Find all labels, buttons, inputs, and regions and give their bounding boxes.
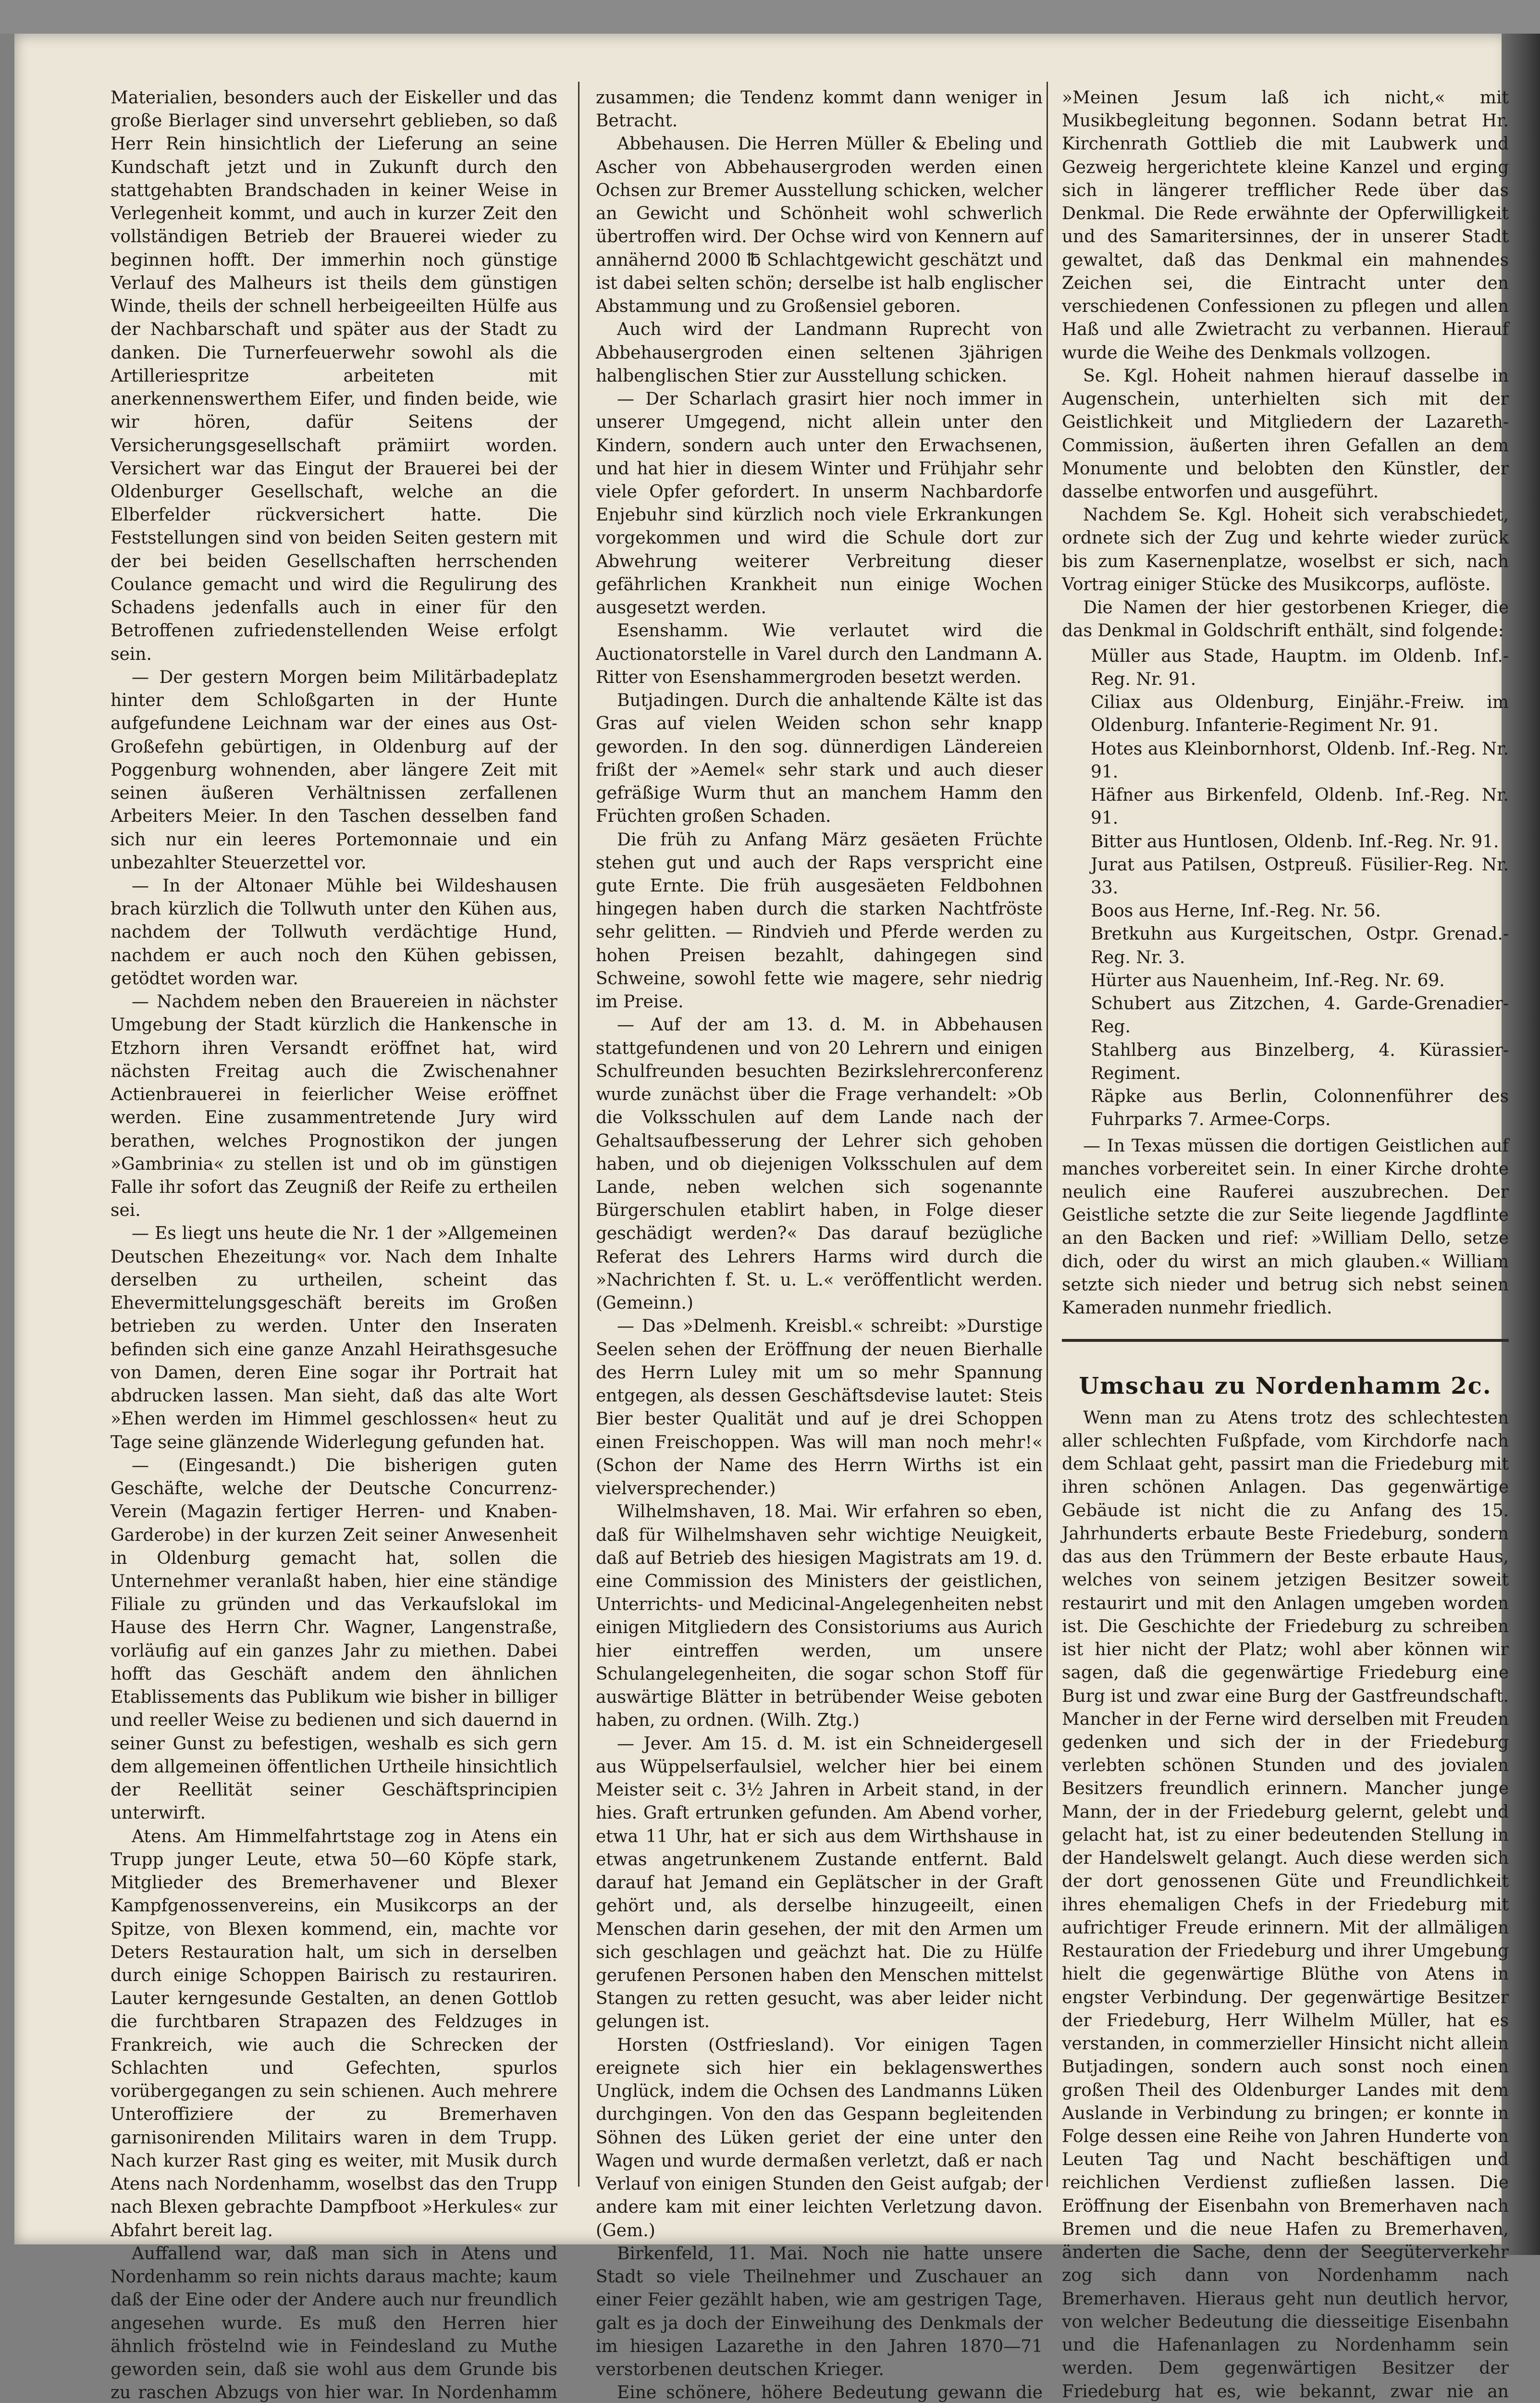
- article-paragraph: Wilhelmshaven, 18. Mai. Wir erfahren so eben, daß für Wilhelmshaven sehr wichtige Neuigkeit, daß auf Betrieb des hiesigen Magistrats am 19. d. eine Commission des Ministers der geistlichen, Unterrichts- und Medicinal-Angelegenheiten nebst einigen Mitgliedern des Consistoriums aus Aurich hier eintreffen werden, um unsere Schulangelegenheiten, die sogar schon Stoff für auswärtige Blätter in betrübender Weise geboten haben, zu ordnen. (Wilh. Ztg.): [596, 1502, 1043, 1731]
- article-paragraph: Eine schönere, höhere Bedeutung gewann die: [617, 2383, 1043, 2403]
- article-paragraph: — Auf der am 13. d. M. in Abbehausen stattgefundenen und von 20 Lehrern und einigen Schulfreunden besuchten Bezirkslehrerconferenz wurde zunächst über die Frage verhandelt: »Ob die Volksschulen auf dem Lande nach der Gehaltsaufbesserung der Lehrer sich gehoben haben, und ob diejenigen Volksschulen auf dem Lande, neben welchen sich sogenannte Bürgerschulen etablirt haben, in Folge dieser geschädigt werden?« Das darauf bezügliche Referat des Lehrers Harms wird durch die »Nachrichten f. St. u. L.« veröffentlicht werden. (Gemeinn.): [596, 1015, 1043, 1313]
- section-heading: Umschau zu Nordenhamm 2c.: [1079, 1373, 1492, 1400]
- article-paragraph: — In Texas müssen die dortigen Geistlichen auf manches vorbereitet sein. In einer Kirche drohte neulich eine Rauferei auszubrechen. Der Geistliche setzte die zur Seite liegende Jagdflinte an den Backen und rief: »William Dello, setze dich, oder du wirst an mich glauben.« William setzte sich nieder und betrug sich nebst seinen Kameraden nunmehr friedlich.: [1062, 1136, 1509, 1318]
- article-paragraph: Horsten (Ostfriesland). Vor einigen Tagen ereignete sich hier ein beklagenswerthes Unglück, indem die Ochsen des Landmanns Lüken durchgingen. Von den das Gespann begleitenden Söhnen des Lüken geriet der eine unter den Wagen und wurde dermaßen verletzt, daß er nach Verlauf von einigen Stunden den Geist aufgab; der andere kam mit einer leichten Verletzung davon. (Gem.): [596, 2035, 1043, 2241]
- list-item: Ciliax aus Oldenburg, Einjähr.-Freiw. im Oldenburg. Infanterie-Regiment Nr. 91.: [1091, 693, 1509, 736]
- column-rule: [1047, 82, 1048, 2187]
- article-paragraph: Nachdem Se. Kgl. Hoheit sich verabschiedet, ordnete sich der Zug und kehrte wieder zurück bis zum Kasernenplatze, woselbst er sich, nach Vortrag einiger Stücke des Musikcorps, auflöste.: [1062, 505, 1509, 595]
- article-paragraph: — Jever. Am 15. d. M. ist ein Schneidergesell aus Wüppelserfaulsiel, welcher hier bei einem Meister seit c. 3½ Jahren in Arbeit stand, in der hies. Graft ertrunken gefunden. Am Abend vorher, etwa 11 Uhr, hat er sich aus dem Wirthshause in etwas angetrunkenem Zustande entfernt. Bald darauf hat Jemand ein Geplätscher in der Graft gehört und, als derselbe hinzugeeilt, einen Menschen darin gesehen, der mit den Armen um sich geschlagen und geächzt hat. Die zu Hülfe gerufenen Personen haben den Menschen mittelst Stangen zu retten gesucht, was aber leider nicht gelungen ist.: [596, 1734, 1043, 2032]
- article-paragraph: Wenn man zu Atens trotz des schlechtesten aller schlechten Fußpfade, vom Kirchdorfe nach dem Schlaat geht, passirt man die Friedeburg mit ihren schönen Anlagen. Das gegenwärtige Gebäude ist nicht die zu Anfang des 15. Jahrhunderts erbaute Beste Friedeburg, sondern das aus den Trümmern der Beste erbaute Haus, welches von seinem jetzigen Besitzer soweit restaurirt und mit den Anlagen umgeben worden ist. Die Geschichte der Friedeburg zu schreiben ist hier nicht der Platz; wohl aber können wir sagen, daß die gegenwärtige Friedeburg eine Burg ist und zwar eine Burg der Gastfreundschaft. Mancher in der Ferne wird derselben mit Freuden gedenken und sich der in der Friedeburg verlebten schönen Stunden und des jovialen Besitzers freundlich erinnern. Mancher junge Mann, der in der Friedeburg gelernt, gelebt und gelacht hat, ist zu einer bedeutenden Stellung in der Handelswelt gelangt. Auch diese werden sich der dort genossenen Güte und Freundlichkeit ihres ehemaligen Chefs in der Friedeburg mit aufrichtiger Freude erinnern. Mit der allmäligen Restauration der Friedeburg und ihrer Umgebung hielt die gegenwärtige Blüthe von Atens in engster Verbindung. Der gegenwärtige Besitzer der Friedeburg, Herr Wilhelm Müller, hat es verstanden, in commerzieller Hinsicht nicht allein Butjadingen, sondern auch sonst noch einen großen Theil des Oldenburger Landes mit dem Auslande in Verbindung zu bringen; er konnte in Folge dessen eine Reihe von Jahren Hunderte von Leuten Tag und Nacht beschäftigen und reichlichen Verdienst zufließen lassen. Die Eröffnung der Eisenbahn von Bremerhaven nach Bremen und die neue Hafen zu Bremerhaven, änderten die Sache, denn der Seegüterverkehr zog sich dann von Nordenhamm nach Bremerhaven. Hieraus geht nun deutlich hervor, von welcher Bedeutung die diesseitige Eisenbahn und die Hafenanlagen zu Nordenhamm sein werden. Dem gegenwärtigen Besitzer der Friedeburg hat es, wie bekannt, zwar nie an: [1062, 1408, 1509, 2402]
- article-paragraph: — (Eingesandt.) Die bisherigen guten Geschäfte, welche der Deutsche Concurrenz-Verein (Magazin fertiger Herren- und Knaben-Garderobe) in der kurzen Zeit seiner Anwesenheit in Oldenburg gemacht hat, sollen die Unternehmer veranlaßt haben, hier eine ständige Filiale zu gründen und das Verkaufslokal im Hause des Herrn Chr. Wagner, Langenstraße, vorläufig auf ein ganzes Jahr zu miethen. Dabei hofft das Geschäft andem den ähnlichen Etablissements das Publikum wie bisher in billiger und reeller Weise zu bedienen und sich dauernd in seiner Gunst zu befestigen, weshalb es sich gern dem allgemeinen öffentlichen Urtheile hinsichtlich der Reellität seiner Geschäftsprincipien unterwirft.: [111, 1455, 557, 1823]
- section-divider: [1062, 1339, 1509, 1342]
- column-rule: [578, 82, 579, 2187]
- list-item: Hotes aus Kleinbornhorst, Oldenb. Inf.-Reg. Nr. 91.: [1091, 739, 1509, 782]
- article-paragraph: Esenshamm. Wie verlautet wird die Auctionatorstelle in Varel durch den Landmann A. Ritter von Esenshammergroden besetzt werden.: [596, 621, 1043, 687]
- article-paragraph: — Es liegt uns heute die Nr. 1 der »Allgemeinen Deutschen Ehezeitung« vor. Nach dem Inhalte derselben zu urtheilen, scheint das Ehevermittelungsgeschäft bereits im Großen betrieben zu werden. Unter den Inseraten befinden sich eine ganze Anzahl Heirathsgesuche von Damen, deren Eine sogar ihr Portrait hat abdrucken lassen. Man sieht, daß das alte Wort »Ehen werden im Himmel geschlossen« heut zu Tage seine glänzende Widerlegung gefunden hat.: [111, 1224, 557, 1452]
- article-paragraph: Atens. Am Himmelfahrtstage zog in Atens ein Trupp junger Leute, etwa 50—60 Köpfe stark, Mitglieder des Bremerhavener und Blexer Kampfgenossenvereins, ein Musikcorps an der Spitze, von Blexen kommend, ein, machte vor Deters Restauration halt, um sich in derselben durch einige Schoppen Bairisch zu restauriren. Lauter kerngesunde Gestalten, an denen Gottlob die furchtbaren Strapazen des Feldzuges in Frankreich, wie auch die Schrecken der Schlachten und Gefechten, spurlos vorübergegangen zu sein schienen. Auch mehrere Unteroffiziere der zu Bremerhaven garnisonirenden Militairs waren in dem Trupp. Nach kurzer Rast ging es weiter, mit Musik durch Atens nach Nordenhamm, woselbst das den Trupp nach Blexen gebrachte Dampfboot »Herkules« zur Abfahrt bereit lag.: [111, 1826, 557, 2241]
- article-paragraph: Die früh zu Anfang März gesäeten Früchte stehen gut und auch der Raps verspricht eine gute Ernte. Die früh ausgesäeten Feldbohnen hingegen haben durch die starken Nachtfröste sehr gelitten. — Rindvieh und Pferde werden zu hohen Preisen bezahlt, dahingegen sind Schweine, sowohl fette wie magere, sehr niedrig im Preise.: [596, 830, 1043, 1012]
- column-right: [1062, 87, 1509, 2403]
- article-paragraph: Materialien, besonders auch der Eiskeller und das große Bierlager sind unversehrt geblieben, so daß Herr Rein hinsichtlich der Lieferung an seine Kundschaft jetzt und in Zukunft durch den stattgehabten Brandschaden in keiner Weise in Verlegenheit kommt, und auch in kurzer Zeit den vollständigen Betrieb der Brauerei wieder zu beginnen hofft. Der immerhin noch günstige Verlauf des Malheurs ist theils dem günstigen Winde, theils der schnell herbeigeeilten Hülfe aus der Nachbarschaft und später aus der Stadt zu danken. Die Turnerfeuerwehr sowohl als die Artilleriespritze arbeiteten mit anerkennenswerthem Eifer, und finden beide, wie wir hören, dafür Seitens der Versicherungsgesellschaft prämiirt worden. Versichert war das Eingut der Brauerei bei der Oldenburger Gesellschaft, welche an die Elberfelder rückversichert hatte. Die Feststellungen sind von beiden Seiten gestern mit der bei beiden Gesellschaften herrschenden Coulance gemacht und wird die Regulirung des Schadens jedenfalls auch in einer für den Betroffenen zufriedenstellenden Weise erfolgt sein.: [111, 88, 557, 664]
- article-paragraph: zusammen; die Tendenz kommt dann weniger in Betracht.: [596, 88, 1043, 131]
- article-paragraph: Se. Kgl. Hoheit nahmen hierauf dasselbe in Augenschein, unterhielten sich mit der Geistlichkeit und Mitgliedern der Lazareth-Commission, äußerten ihren Gefallen an dem Monumente und belobten den Künstler, der dasselbe entworfen und ausgeführt.: [1062, 366, 1509, 502]
- article-paragraph: — Der Scharlach grasirt hier noch immer in unserer Umgegend, nicht allein unter den Kindern, sondern auch unter den Erwachsenen, und hat hier in diesem Winter und Frühjahr sehr viele Opfer gefordert. In unserm Nachbardorfe Enjebuhr sind kürzlich noch viele Erkrankungen vorgekommen und wird die Schule dort zur Abwehrung weiterer Verbreitung dieser gefährlichen Krankheit nun einige Wochen ausgesetzt werden.: [596, 389, 1043, 618]
- article-paragraph: — Nachdem neben den Brauereien in nächster Umgebung der Stadt kürzlich die Hankensche in Etzhorn ihren Versandt eröffnet hat, wird nächsten Freitag auch die Zwischenahner Actienbrauerei in feierlicher Weise eröffnet werden. Eine zusammentretende Jury wird berathen, welches Prognostikon der jungen »Gambrinia« zu stellen ist und ob im günstigen Falle ihr sofort das Zeugniß der Reife zu ertheilen sei.: [111, 992, 557, 1221]
- article-paragraph: Abbehausen. Die Herren Müller & Ebeling und Ascher von Abbehausergroden werden einen Ochsen zur Bremer Ausstellung schicken, welcher an Gewicht und Schönheit wohl schwerlich übertroffen wird. Der Ochse wird von Kennern auf annähernd 2000 ℔ Schlachtgewicht geschätzt und ist dabei selten schön; derselbe ist halb englischer Abstammung und zu Großensiel geboren.: [596, 134, 1043, 317]
- article-paragraph: Auffallend war, daß man sich in Atens und Nordenhamm so rein nichts daraus machte; kaum daß der Eine oder der Andere auch nur freundlich angesehen wurde. Es muß den Herren hier ähnlich fröstelnd wie in Feindesland zu Muthe geworden sein, daß sie wohl aus dem Grunde bis zu raschen Abzugs von hier war. In Nordenhamm: [111, 2243, 557, 2403]
- list-item: Hürter aus Nauenheim, Inf.-Reg. Nr. 69.: [1091, 970, 1445, 991]
- list-item: Müller aus Stade, Hauptm. im Oldenb. Inf.-Reg. Nr. 91.: [1091, 646, 1509, 689]
- article-paragraph: Butjadingen. Durch die anhaltende Kälte ist das Gras auf vielen Weiden schon sehr knapp geworden. In den sog. dünnerdigen Ländereien frißt der »Aemel« sehr stark und auch dieser gefräßige Wurm thut an manchem Hamm den Früchten großen Schaden.: [596, 691, 1043, 827]
- list-item: Stahlberg aus Binzelberg, 4. Kürassier-Regiment.: [1091, 1040, 1509, 1083]
- scan-background: [0, 0, 1540, 34]
- article-paragraph: »Meinen Jesum laß ich nicht,« mit Musikbegleitung begonnen. Sodann betrat Hr. Kirchenrath Gottlieb die mit Laubwerk und Gezweig hergerichtete kleine Kanzel und erging sich in längerer trefflicher Rede über das Denkmal. Die Rede erwähnte der Opferwilligkeit und des Samaritersinnes, der in unserer Stadt gewaltet, daß das Denkmal ein mahnendes Zeichen sei, die Eintracht unter den verschiedenen Confessionen zu pflegen und allen Haß und alle Zwietracht zu verbannen. Hierauf wurde die Weihe des Denkmals vollzogen.: [1062, 88, 1509, 363]
- list-item: Jurat aus Patilsen, Ostpreuß. Füsilier-Reg. Nr. 33.: [1091, 855, 1509, 898]
- article-paragraph: Die Namen der hier gestorbenen Krieger, die das Denkmal in Goldschrift enthält, sind folgende:: [1062, 598, 1509, 641]
- article-paragraph: Auch wird der Landmann Ruprecht von Abbehausergroden einen seltenen 3jährigen halbenglischen Stier zur Ausstellung schicken.: [596, 320, 1043, 386]
- article-paragraph: — In der Altonaer Mühle bei Wildeshausen brach kürzlich die Tollwuth unter den Kühen aus, nachdem der Tollwuth verdächtige Hund, nachdem er auch noch den Kühen gebissen, getödtet worden war.: [111, 876, 557, 989]
- list-item: Häfner aus Birkenfeld, Oldenb. Inf.-Reg. Nr. 91.: [1091, 785, 1509, 829]
- article-paragraph: — Der gestern Morgen beim Militärbadeplatz hinter dem Schloßgarten in der Hunte aufgefundene Leichnam war der eines aus Ost-Großefehn gebürtigen, in Oldenburg auf der Poggenburg wohnenden, aber längere Zeit mit seinen äußeren Verhältnissen zerfallenen Arbeiters Meier. In den Taschen desselben fand sich nur ein leeres Portemonnaie und ein unbezahlter Steuerzettel vor.: [111, 667, 557, 873]
- list-item: Bretkuhn aus Kurgeitschen, Ostpr. Grenad.-Reg. Nr. 3.: [1091, 924, 1509, 967]
- memorial-names-list: [1091, 645, 1509, 1132]
- article-paragraph: Birkenfeld, 11. Mai. Noch nie hatte unsere Stadt so viele Theilnehmer und Zuschauer an einer Feier gezählt haben, wie am gestrigen Tage, galt es ja doch der Einweihung des Denkmals der im hiesigen Lazarethe in den Jahren 1870—71 verstorbenen deutschen Krieger.: [596, 2243, 1043, 2379]
- column-left: [111, 87, 557, 2403]
- list-item: Boos aus Herne, Inf.-Reg. Nr. 56.: [1091, 901, 1381, 921]
- list-item: Räpke aus Berlin, Colonnenführer des Fuhrparks 7. Armee-Corps.: [1091, 1087, 1509, 1130]
- list-item: Bitter aus Huntlosen, Oldenb. Inf.-Reg. Nr. 91.: [1091, 831, 1499, 852]
- column-middle: [596, 87, 1043, 2403]
- list-item: Schubert aus Zitzchen, 4. Garde-Grenadier-Reg.: [1091, 994, 1509, 1037]
- article-paragraph: — Das »Delmenh. Kreisbl.« schreibt: »Durstige Seelen sehen der Eröffnung der neuen Bierhalle des Herrn Luley mit um so mehr Spannung entgegen, als dessen Geschäftsdevise lautet: Steis Bier bester Qualität und auf je drei Schoppen einen Freischoppen. Was will man noch mehr!« (Schon der Name des Herrn Wirths ist ein vielversprechender.): [596, 1316, 1043, 1499]
